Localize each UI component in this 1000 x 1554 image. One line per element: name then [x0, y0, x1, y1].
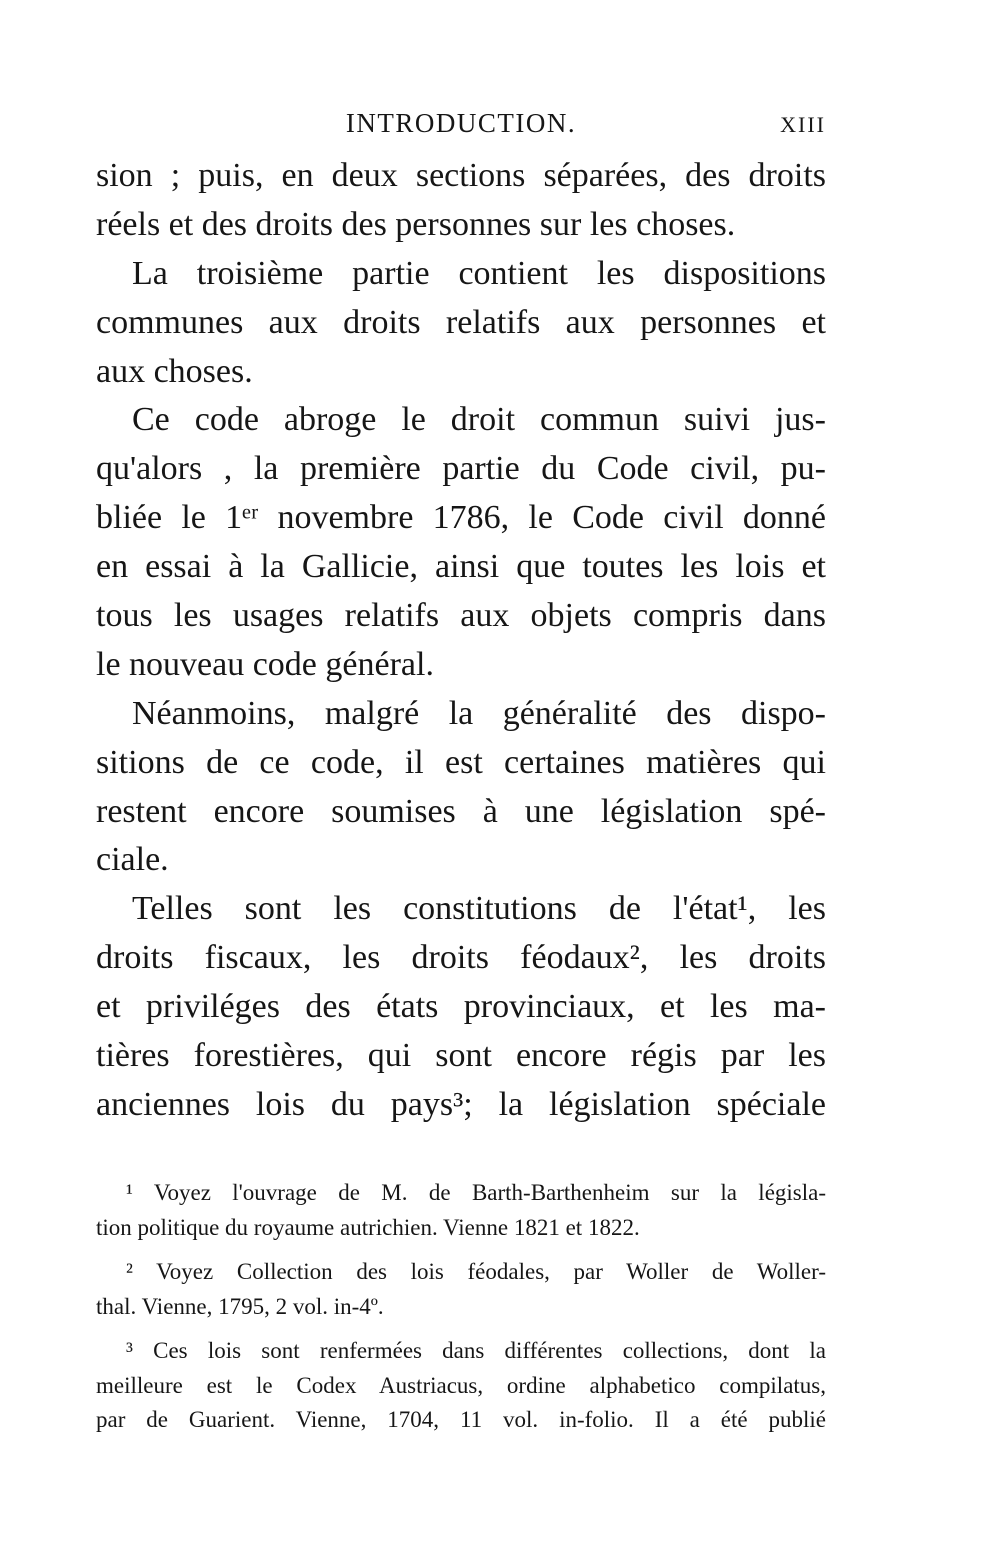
footnote-line: ¹ Voyez l'ouvrage de M. de Barth-Barthenheim sur la législa- — [126, 1180, 826, 1205]
body-line: tières forestières, qui sont encore régis par les — [96, 1037, 826, 1075]
footnote-line: tion politique du royaume autrichien. Vienne 1821 et 1822. — [96, 1214, 640, 1240]
body-text — [96, 152, 826, 1130]
body-line: le nouveau code général. — [96, 645, 434, 683]
body-line: réels et des droits des personnes sur les choses. — [96, 205, 736, 243]
footnote-1 — [96, 1176, 826, 1245]
body-line: tous les usages relatifs aux objets compris dans — [96, 597, 826, 635]
footnote-2 — [96, 1255, 826, 1324]
paragraph-first-line: Néanmoins, malgré la généralité des dispo- — [132, 694, 826, 732]
footnotes — [96, 1176, 826, 1438]
paragraph-first-line: La troisième partie contient les dispositions — [132, 254, 826, 292]
running-title: INTRODUCTION. — [345, 108, 577, 138]
footnote-line: par de Guarient. Vienne, 1704, 11 vol. in-folio. Il a été publié — [96, 1407, 826, 1432]
footnote-line: ³ Ces lois sont renfermées dans différentes collections, dont la — [126, 1338, 826, 1363]
body-line: sitions de ce code, il est certaines matières qui — [96, 743, 826, 781]
body-line: anciennes lois du pays³; la législation spéciale — [96, 1085, 826, 1123]
body-line: aux choses. — [96, 352, 253, 390]
paragraph-first-line: Telles sont les constitutions de l'état¹, les — [132, 890, 826, 928]
body-line: communes aux droits relatifs aux personnes et — [96, 303, 826, 341]
body-line: sion ; puis, en deux sections séparées, des droits — [96, 157, 826, 194]
body-line: bliée le 1ᵉʳ novembre 1786, le Code civil donné — [96, 499, 826, 537]
body-line: ciale. — [96, 841, 169, 879]
body-line: en essai à la Gallicie, ainsi que toutes les lois et — [96, 548, 826, 586]
paragraph-first-line: Ce code abroge le droit commun suivi jus- — [132, 401, 826, 439]
footnote-3 — [96, 1334, 826, 1438]
footnote-line: ² Voyez Collection des lois féodales, par Woller de Woller- — [126, 1259, 826, 1284]
body-line: et priviléges des états provinciaux, et les ma- — [96, 988, 826, 1026]
body-line: qu'alors , la première partie du Code civil, pu- — [96, 450, 826, 488]
footnote-line: thal. Vienne, 1795, 2 vol. in-4º. — [96, 1293, 384, 1319]
page-number: XIII — [780, 112, 826, 137]
body-line: restent encore soumises à une législation spé- — [96, 792, 826, 830]
running-head — [96, 108, 826, 148]
body-line: droits fiscaux, les droits féodaux², les droits — [96, 939, 826, 977]
footnote-line: meilleure est le Codex Austriacus, ordine alphabetico compilatus, — [96, 1372, 826, 1398]
